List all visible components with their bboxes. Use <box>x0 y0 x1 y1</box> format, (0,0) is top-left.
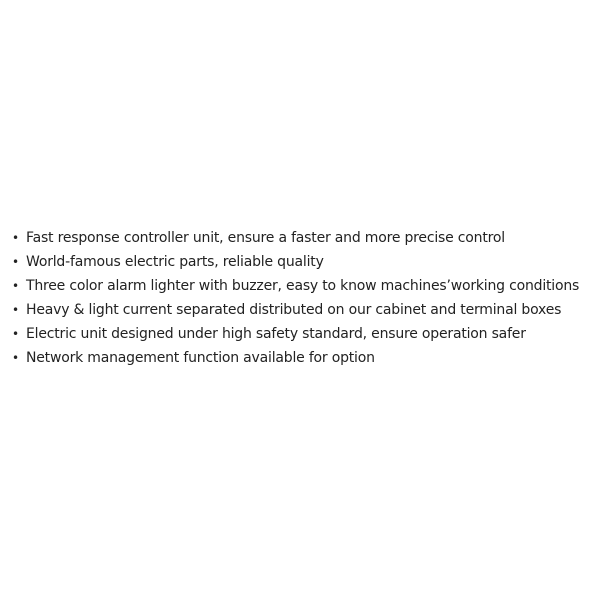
feature-list <box>12 226 579 370</box>
bullet-icon: • <box>12 351 20 365</box>
list-item <box>12 250 579 274</box>
feature-text: Heavy & light current separated distributed on our cabinet and terminal boxes <box>26 302 562 318</box>
bullet-icon: • <box>12 255 20 269</box>
list-item <box>12 226 579 250</box>
feature-text: World-famous electric parts, reliable quality <box>26 254 324 270</box>
feature-text: Fast response controller unit, ensure a faster and more precise control <box>26 230 505 246</box>
feature-text: Electric unit designed under high safety standard, ensure operation safer <box>26 326 526 342</box>
list-item <box>12 298 579 322</box>
list-item <box>12 322 579 346</box>
feature-text: Network management function available for option <box>26 350 375 366</box>
feature-text: Three color alarm lighter with buzzer, easy to know machines’working conditions <box>26 278 580 294</box>
bullet-icon: • <box>12 327 20 341</box>
bullet-icon: • <box>12 303 20 317</box>
list-item <box>12 274 579 298</box>
bullet-icon: • <box>12 231 20 245</box>
list-item <box>12 346 579 370</box>
bullet-icon: • <box>12 279 20 293</box>
